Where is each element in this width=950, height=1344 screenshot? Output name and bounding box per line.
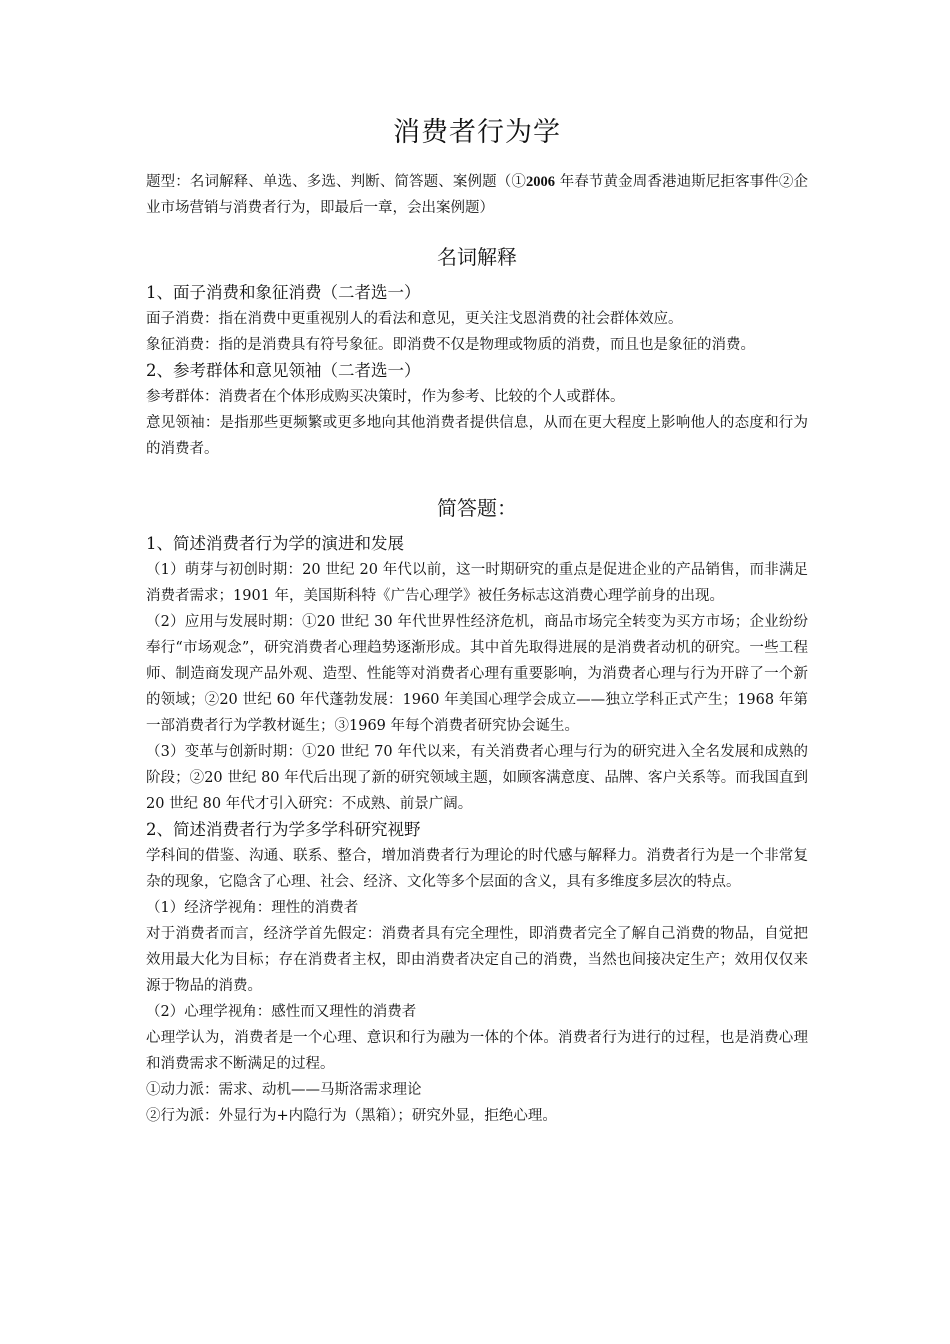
question-types-intro xyxy=(146,169,808,221)
answer-paragraph: （1）萌芽与初创时期：20 世纪 20 年代以前，这一时期研究的重点是促进企业的产品销售，而非满足消费者需求；1901 年，美国斯科特《广告心理学》被任务标志这消费心理学前身的出现。 xyxy=(146,562,808,604)
answer-paragraph: ②行为派：外显行为+内隐行为（黑箱）；研究外显，拒绝心理。 xyxy=(146,1108,557,1124)
answer-paragraph: （3）变革与创新时期：①20 世纪 70 年代以来，有关消费者心理与行为的研究进入全名发展和成熟的阶段；②20 世纪 80 年代后出现了新的研究领域主题，如顾客满意度、品牌、客户关系等。而我国直到 20 世纪 80 年代才引入研究：不成熟、前景广阔。 xyxy=(146,744,808,812)
term-definition: 参考群体：消费者在个体形成购买决策时，作为参考、比较的个人或群体。 xyxy=(146,389,625,405)
section-heading-terms: 名词解释 xyxy=(437,245,517,269)
term-definition: 意见领袖：是指那些更频繁或更多地向其他消费者提供信息，从而在更大程度上影响他人的态度和行为的消费者。 xyxy=(146,415,808,457)
answer-paragraph: 对于消费者而言，经济学首先假定：消费者具有完全理性，即消费者完全了解自己消费的物品，自觉把效用最大化为目标；存在消费者主权，即由消费者决定自己的消费，当然也间接决定生产；效用仅仅来源于物品的消费。 xyxy=(146,926,808,994)
intro-year: 2006 xyxy=(525,174,555,190)
answer-paragraph: 心理学认为，消费者是一个心理、意识和行为融为一体的个体。消费者行为进行的过程，也是消费心理和消费需求不断满足的过程。 xyxy=(146,1030,808,1072)
question-title: 1、简述消费者行为学的演进和发展 xyxy=(146,534,404,553)
section-heading-short-answer: 简答题： xyxy=(437,496,517,520)
answer-paragraph: 学科间的借鉴、沟通、联系、整合，增加消费者行为理论的时代感与解释力。消费者行为是一个非常复杂的现象，它隐含了心理、社会、经济、文化等多个层面的含义，具有多维度多层次的特点。 xyxy=(146,848,808,890)
answer-paragraph: （2）心理学视角：感性而又理性的消费者 xyxy=(146,1004,417,1020)
answer-paragraph: ①动力派：需求、动机——马斯洛需求理论 xyxy=(146,1082,422,1098)
term-item-title: 1、面子消费和象征消费（二者选一） xyxy=(146,283,421,302)
term-item-title: 2、参考群体和意见领袖（二者选一） xyxy=(146,361,421,380)
document-content xyxy=(146,110,808,1129)
intro-prefix: 题型：名词解释、单选、多选、判断、简答题、案例题（① xyxy=(146,174,526,190)
term-definition: 面子消费：指在消费中更重视别人的看法和意见，更关注戈恩消费的社会群体效应。 xyxy=(146,311,683,327)
term-definition: 象征消费：指的是消费具有符号象征。即消费不仅是物理或物质的消费，而且也是象征的消费。 xyxy=(146,337,755,353)
intro-suffix: 年春节黄金周香港迪斯尼拒客事件②企业市场营销与消费者行为，即最后一章，会出案例题） xyxy=(146,174,809,216)
question-title: 2、简述消费者行为学多学科研究视野 xyxy=(146,820,421,839)
answer-paragraph: （1）经济学视角：理性的消费者 xyxy=(146,900,359,916)
answer-paragraph: （2）应用与发展时期：①20 世纪 30 年代世界性经济危机，商品市场完全转变为买方市场；企业纷纷奉行“市场观念”，研究消费者心理趋势逐渐形成。其中首先取得进展的是消费者动机的研究。一些工程师、制造商发现产品外观、造型、性能等对消费者心理有重要影响，为消费者心理与行为开辟了一个新的领域；②20 世纪 60 年代蓬勃发展：1960 年美国心理学会成立——独立学科正式产生；1968 年第一部消费者行为学教材诞生；③1969 年每个消费者研究协会诞生。 xyxy=(146,614,808,734)
document-title: 消费者行为学 xyxy=(393,117,561,148)
